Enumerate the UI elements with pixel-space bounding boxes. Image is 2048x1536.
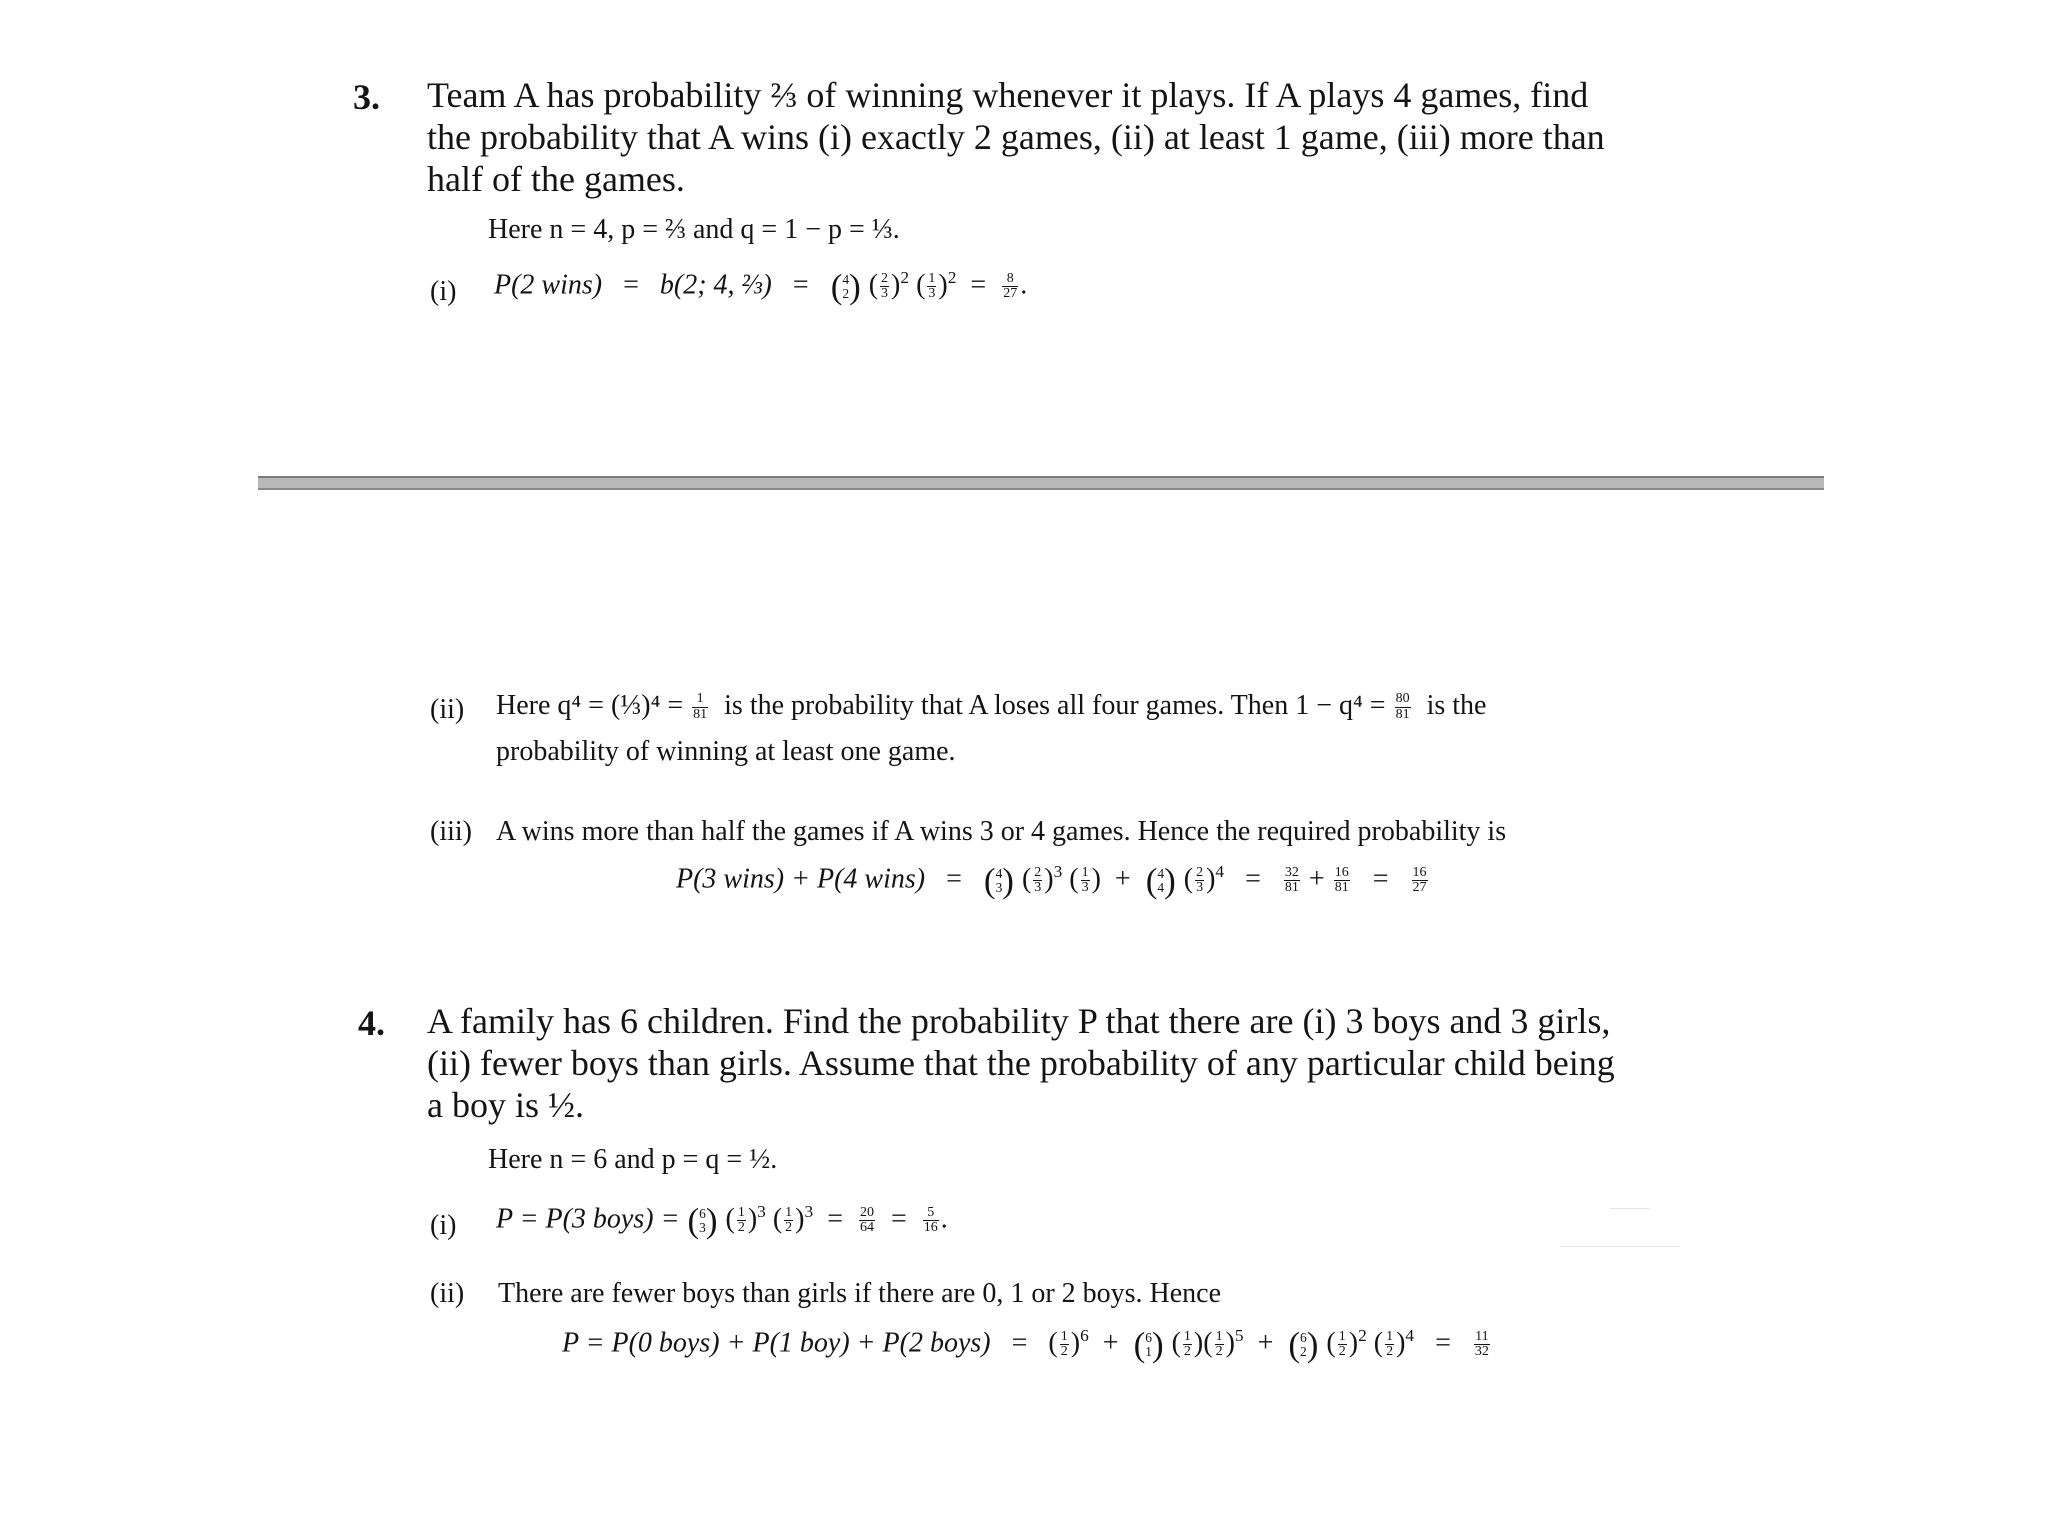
result-fraction: $\frac{8}{27}$ (1003, 270, 1018, 302)
problem-3-part-i-equation: P(2 wins) = b(2; 4, ⅔) = ( 4 2 ) ( $\frac{2}{3}$ )$^2$ ( $\frac{1}{3}$ )$^2$ = $\frac{8}{27}$ . (494, 267, 1028, 307)
binomial-b-term: b(2; 4, ⅔) (659, 269, 772, 301)
p2wins-term: P(2 wins) (494, 269, 603, 301)
problem-3-part-ii-label: (ii) (430, 694, 465, 725)
problem-3-statement-line-1: Team A has probability ⅔ of winning whenever it plays. If A plays 4 games, find (427, 75, 1589, 115)
problem-4-part-ii-equation: P = P(0 boys) + P(1 boy) + P(2 boys) = ( $\frac{1}{2}$ )$^6$ + ( 6 1 ) ( $\frac{1}{2}$ )( $\frac{1}{2}$ )$^5$ + ( 6 2 ) ( $\frac{1}{2}$ )$^2$ ( $\frac{1}{2}$ )$^4$ = $\frac{11}{32}$ (562, 1325, 1489, 1365)
binomial-coefficient-4-2: ( 4 2 ) (830, 267, 861, 307)
problem-4-statement-line-2: (ii) fewer boys than girls. Assume that the probability of any particular child being (427, 1043, 1615, 1083)
scan-artifact-line (1610, 1208, 1650, 1209)
problem-3-given-values: Here n = 4, p = ⅔ and q = 1 − p = ⅓. (488, 214, 900, 245)
problem-4-given-values: Here n = 6 and p = q = ½. (488, 1144, 778, 1175)
problem-3-part-iii-line-1: A wins more than half the games if A wins 3 or 4 games. Hence the required probability is (496, 816, 1507, 847)
problem-3-part-ii-line-1: Here q⁴ = (⅓)⁴ = $\frac{1}{81}$ is the probability that A loses all four games. Then 1 − q⁴ = $\frac{80}{81}$ is the (496, 690, 1487, 723)
problem-3-number: 3. (353, 77, 380, 117)
problem-4-statement-line-1: A family has 6 children. Find the probability P that there are (i) 3 boys and 3 girls, (427, 1001, 1611, 1041)
problem-4-statement-line-3: a boy is ½. (427, 1085, 584, 1125)
problem-3-statement-line-2: the probability that A wins (i) exactly 2 games, (ii) at least 1 game, (iii) more than (427, 117, 1605, 157)
scan-artifact-line (1560, 1246, 1680, 1247)
problem-4-part-ii-line-1: There are fewer boys than girls if there are 0, 1 or 2 boys. Hence (498, 1278, 1222, 1309)
problem-3-part-iii-equation: P(3 wins) + P(4 wins) = ( 4 3 ) ( $\frac{2}{3}$ )$^3$ ( $\frac{1}{3}$ ) + ( 4 4 ) ( $\frac{2}{3}$ )$^4$ = $\frac{32}{81}$ + $\frac{16}{81}$ = $\frac{16}{27}$ (676, 861, 1427, 901)
problem-3-statement-line-3: half of the games. (427, 159, 685, 199)
problem-4-part-i-label: (i) (430, 1210, 457, 1241)
problem-4-part-ii-label: (ii) (430, 1278, 465, 1309)
problem-4-part-i-equation: P = P(3 boys) = ( 6 3 ) ( $\frac{1}{2}$ )$^3$ ( $\frac{1}{2}$ )$^3$ = $\frac{20}{64}$ = $\frac{5}{16}$ . (496, 1201, 948, 1241)
problem-3-part-i-label: (i) (430, 276, 457, 307)
problem-4-number: 4. (358, 1003, 385, 1043)
section-divider (258, 476, 1824, 490)
problem-3-part-iii-label: (iii) (430, 816, 472, 847)
problem-3-part-ii-line-2: probability of winning at least one game. (496, 736, 956, 767)
